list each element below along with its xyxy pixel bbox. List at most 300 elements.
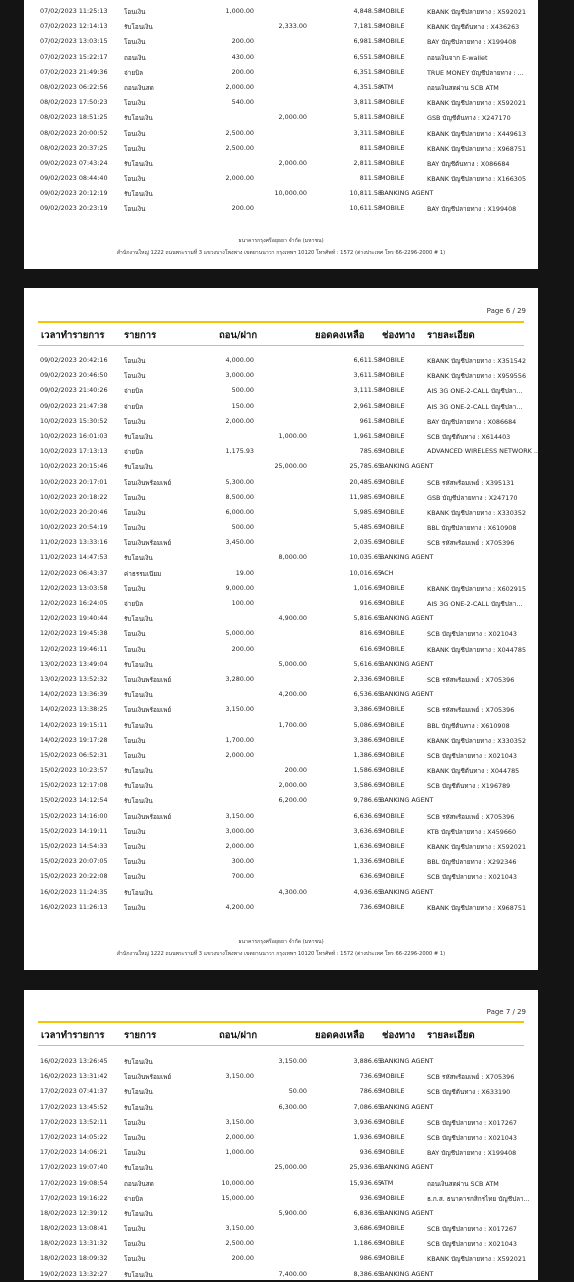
row-time: 17/02/2023 19:08:54 — [40, 1178, 108, 1187]
row-type: โอนเงิน — [124, 858, 146, 867]
row-channel: BANKING AGENT — [380, 887, 434, 896]
row-balance: 916.65 — [359, 599, 382, 607]
row-type: โอนเงิน — [124, 843, 146, 851]
row-channel: MOBILE — [380, 447, 405, 456]
row-balance: 3,936.65 — [353, 1117, 382, 1126]
row-time: 15/02/2023 12:17:08 — [40, 781, 108, 790]
row-balance: 6,351.58 — [353, 67, 382, 76]
row-time: 10/02/2023 17:13:13 — [40, 447, 108, 456]
row-type: โอนเงินพร้อมเพย์ — [124, 706, 172, 715]
row-type: ค่าธรรมเนียม — [124, 569, 162, 578]
table-row — [38, 611, 524, 626]
row-withdrawal: 2,000.00 — [225, 82, 254, 91]
row-type: โอนเงิน — [124, 1240, 146, 1249]
row-withdrawal: 6,000.00 — [225, 507, 254, 516]
row-time: 12/02/2023 06:43:37 — [40, 568, 108, 577]
row-balance: 3,611.58 — [353, 371, 382, 380]
row-type: ถอนเงินสด — [124, 83, 154, 92]
row-withdrawal: 700.00 — [231, 872, 254, 881]
row-channel: BANKING AGENT — [380, 1269, 434, 1278]
row-type: โอนเงิน — [124, 129, 146, 138]
row-type: จ่ายบิล — [124, 402, 144, 411]
table-row — [38, 1221, 524, 1236]
row-channel: MOBILE — [380, 401, 405, 410]
row-channel: MOBILE — [380, 1193, 405, 1202]
row-detail: SCB บัญชีปลายทาง : X017267 — [427, 1118, 517, 1127]
row-type: โอนเงิน — [124, 1133, 146, 1142]
row-time: 15/02/2023 14:12:54 — [40, 796, 108, 805]
row-withdrawal: 2,000.00 — [225, 750, 254, 759]
row-balance: 2,035.65 — [353, 538, 382, 547]
row-balance: 5,485.65 — [353, 523, 382, 532]
row-detail: KBANK บัญชีปลายทาง : X592021 — [427, 843, 527, 851]
row-type: โอนเงิน — [124, 1225, 146, 1234]
statement-page-6 — [24, 288, 538, 970]
table-row — [38, 854, 524, 869]
table-row — [38, 778, 524, 793]
header-balance: ยอดคงเหลือ — [315, 330, 365, 341]
row-balance: 25,936.65 — [349, 1163, 382, 1172]
table-row — [38, 535, 524, 550]
row-type: โอนเงิน — [124, 524, 146, 533]
row-time: 12/02/2023 19:40:44 — [40, 614, 108, 623]
row-detail: SCB บัญชีปลายทาง : X021043 — [427, 873, 517, 882]
row-channel: ATM — [380, 1178, 394, 1187]
row-detail: GSB บัญชีต้นทาง : X247170 — [427, 114, 511, 123]
row-type: รับโอนเงิน — [124, 1209, 153, 1218]
row-time: 18/02/2023 13:31:32 — [40, 1239, 108, 1248]
row-time: 08/02/2023 18:51:25 — [40, 113, 108, 122]
row-balance: 1,186.65 — [353, 1239, 382, 1248]
row-time: 11/02/2023 13:33:16 — [40, 538, 108, 547]
row-time: 07/02/2023 12:14:13 — [40, 22, 108, 31]
statement-page-7 — [24, 990, 538, 1280]
row-detail: TRUE MONEY บัญชีปลายทาง : ... — [427, 68, 524, 77]
row-time: 13/02/2023 13:49:04 — [40, 659, 108, 668]
row-deposit: 25,000.00 — [274, 462, 307, 471]
row-channel: MOBILE — [380, 857, 405, 866]
row-balance: 10,035.65 — [349, 553, 382, 562]
table-row — [38, 171, 527, 186]
row-time: 15/02/2023 14:19:11 — [40, 826, 108, 835]
row-balance: 1,636.65 — [353, 842, 382, 850]
table-row — [38, 34, 524, 49]
row-time: 09/02/2023 08:44:40 — [40, 174, 108, 183]
table-row — [38, 1145, 524, 1160]
row-type: รับโอนเงิน — [124, 797, 153, 806]
row-detail: KTB บัญชีปลายทาง : X459660 — [427, 827, 517, 836]
row-time: 07/02/2023 21:49:36 — [40, 67, 108, 76]
row-time: 14/02/2023 13:38:25 — [40, 705, 108, 714]
row-detail: BAY บัญชีปลายทาง : X199408 — [427, 205, 517, 214]
row-time: 19/02/2023 13:32:27 — [40, 1269, 108, 1278]
row-type: โอนเงิน — [124, 144, 146, 153]
row-time: 08/02/2023 06:22:56 — [40, 82, 108, 91]
table-row — [38, 1176, 524, 1191]
row-channel: BANKING AGENT — [380, 1057, 434, 1065]
transaction-list — [38, 4, 527, 217]
row-time: 09/02/2023 20:23:19 — [40, 204, 108, 213]
row-deposit: 6,200.00 — [278, 796, 307, 805]
row-detail: KBANK บัญชีปลายทาง : X602915 — [427, 584, 527, 593]
row-type: โอนเงิน — [124, 8, 146, 16]
row-type: รับโอนเงิน — [124, 1088, 153, 1097]
row-type: จ่ายบิล — [124, 387, 144, 396]
row-type: โอนเงิน — [124, 736, 146, 745]
transaction-list — [38, 1054, 530, 1282]
row-time: 16/02/2023 11:24:35 — [40, 887, 108, 896]
row-withdrawal: 15,000.00 — [221, 1193, 254, 1202]
row-balance: 5,086.65 — [353, 720, 382, 729]
table-row — [38, 50, 524, 65]
table-row — [38, 839, 527, 854]
row-type: รับโอนเงิน — [124, 660, 153, 669]
row-type: จ่ายบิล — [124, 68, 144, 77]
table-row — [38, 687, 524, 702]
row-deposit: 4,900.00 — [278, 614, 307, 623]
row-channel: ACH — [380, 568, 394, 577]
row-time: 12/02/2023 13:03:58 — [40, 583, 108, 592]
row-type: โอนเงิน — [124, 645, 146, 654]
row-type: โอนเงิน — [124, 630, 146, 639]
row-detail: ธ.ก.ส. ธนาคารกสิกรไทย บัญชีปลา... — [427, 1194, 530, 1203]
table-row — [38, 80, 524, 95]
row-channel: MOBILE — [380, 98, 405, 107]
row-time: 09/02/2023 20:46:50 — [40, 371, 108, 380]
row-withdrawal: 8,500.00 — [225, 492, 254, 501]
row-detail: ADVANCED WIRELESS NETWORK ... — [427, 447, 540, 456]
table-row — [38, 1069, 524, 1084]
row-channel: MOBILE — [380, 735, 405, 744]
row-deposit: 5,000.00 — [278, 659, 307, 668]
row-time: 15/02/2023 06:52:31 — [40, 750, 108, 759]
row-channel: BANKING AGENT — [380, 659, 434, 668]
row-type: โอนเงิน — [124, 1149, 146, 1158]
row-balance: 4,351.58 — [353, 82, 382, 91]
row-balance: 3,636.65 — [353, 826, 382, 835]
row-type: รับโอนเงิน — [124, 159, 153, 168]
row-withdrawal: 1,000.00 — [225, 1148, 254, 1157]
row-detail: SCB บัญชีต้นทาง : X633190 — [427, 1088, 511, 1097]
table-row — [38, 490, 524, 505]
row-detail: KBANK บัญชีปลายทาง : X959556 — [427, 372, 527, 381]
row-balance: 25,785.65 — [349, 462, 382, 471]
table-row — [38, 1191, 530, 1206]
row-balance: 1,386.65 — [353, 750, 382, 759]
row-balance: 15,936.65 — [349, 1178, 382, 1187]
page-footer — [24, 936, 538, 960]
row-withdrawal: 3,150.00 — [225, 1224, 254, 1233]
table-row — [38, 1084, 524, 1099]
row-type: จ่ายบิล — [124, 448, 144, 457]
header-channel: ช่องทาง — [382, 1030, 416, 1041]
table-row — [38, 110, 524, 125]
header-detail: รายละเอียด — [427, 330, 475, 341]
row-type: รับโอนเงิน — [124, 782, 153, 791]
row-time: 14/02/2023 13:36:39 — [40, 690, 108, 699]
row-type: โอนเงิน — [124, 873, 146, 882]
row-channel: MOBILE — [380, 599, 405, 607]
row-time: 17/02/2023 14:06:21 — [40, 1148, 108, 1157]
table-row — [38, 459, 524, 474]
header-amount: ถอน/ฝาก — [219, 330, 258, 341]
row-type: โอนเงิน — [124, 417, 146, 426]
row-balance: 2,336.65 — [353, 674, 382, 683]
row-type: รับโอนเงิน — [124, 615, 153, 624]
row-time: 10/02/2023 20:54:19 — [40, 523, 108, 532]
header-time: เวลาทำรายการ — [41, 330, 105, 341]
table-row — [38, 1100, 524, 1115]
bank-address: สำนักงานใหญ่ 1222 ถนนพระรามที่ 3 แขวงบางโพงพาง เขตยานนาวา กรุงเทพฯ 10120 โทรศัพท์ : 1572 (ต่างประเทศ โทร 66-2296-2000 # 1) — [116, 951, 446, 957]
row-balance: 3,886.65 — [353, 1057, 382, 1065]
row-type: ถอนเงิน — [124, 53, 146, 62]
table-row — [38, 626, 524, 641]
row-deposit: 25,000.00 — [274, 1163, 307, 1172]
row-detail: KBANK บัญชีปลายทาง : X449613 — [427, 129, 527, 138]
row-time: 08/02/2023 20:00:52 — [40, 128, 108, 137]
row-channel: MOBILE — [380, 811, 405, 820]
row-time: 08/02/2023 17:50:23 — [40, 98, 108, 107]
row-balance: 736.65 — [359, 1072, 382, 1081]
row-type: โอนเงิน — [124, 205, 146, 214]
row-time: 10/02/2023 20:20:46 — [40, 507, 108, 516]
row-balance: 4,936.65 — [353, 887, 382, 896]
row-time: 16/02/2023 11:26:13 — [40, 902, 108, 911]
row-withdrawal: 500.00 — [231, 386, 254, 395]
row-balance: 6,611.58 — [353, 356, 382, 364]
row-type: จ่ายบิล — [124, 1194, 144, 1203]
row-type: รับโอนเงิน — [124, 463, 153, 472]
row-channel: MOBILE — [380, 356, 405, 364]
row-withdrawal: 2,000.00 — [225, 416, 254, 425]
table-row — [38, 1160, 524, 1175]
row-type: รับโอนเงิน — [124, 1058, 153, 1066]
row-deposit: 2,000.00 — [278, 781, 307, 790]
row-withdrawal: 150.00 — [231, 401, 254, 410]
row-channel: MOBILE — [380, 371, 405, 380]
row-balance: 5,811.58 — [353, 113, 382, 122]
row-withdrawal: 3,150.00 — [225, 705, 254, 714]
row-detail: SCB บัญชีต้นทาง : X614403 — [427, 432, 511, 441]
table-row — [38, 824, 524, 839]
row-balance: 6,836.65 — [353, 1208, 382, 1217]
row-type: โอนเงิน — [124, 372, 146, 381]
row-withdrawal: 200.00 — [231, 644, 254, 653]
row-time: 15/02/2023 20:07:05 — [40, 857, 108, 866]
row-channel: MOBILE — [380, 781, 405, 790]
row-deposit: 2,000.00 — [278, 113, 307, 122]
row-balance: 10,016.65 — [349, 568, 382, 577]
row-channel: MOBILE — [380, 629, 405, 638]
row-time: 12/02/2023 16:24:05 — [40, 599, 108, 607]
row-balance: 9,786.65 — [353, 796, 382, 805]
row-withdrawal: 2,000.00 — [225, 174, 254, 183]
row-time: 17/02/2023 07:41:37 — [40, 1087, 108, 1096]
row-channel: BANKING AGENT — [380, 690, 434, 699]
row-time: 12/02/2023 19:46:11 — [40, 644, 108, 653]
row-type: โอนเงิน — [124, 493, 146, 502]
row-type: รับโอนเงิน — [124, 554, 153, 563]
row-detail: SCB รหัสพร้อมเพย์ : X705396 — [427, 1073, 515, 1082]
row-balance: 636.65 — [359, 872, 382, 881]
table-row — [38, 475, 524, 490]
table-row — [38, 444, 540, 459]
row-detail: SCB บัญชีปลายทาง : X021043 — [427, 751, 517, 760]
table-row — [38, 126, 527, 141]
row-balance: 11,985.65 — [349, 492, 382, 501]
row-withdrawal: 1,175.93 — [225, 447, 254, 456]
row-balance: 786.65 — [359, 1087, 382, 1096]
row-detail: KBANK บัญชีต้นทาง : X044785 — [427, 767, 520, 776]
row-time: 10/02/2023 20:18:22 — [40, 492, 108, 501]
row-withdrawal: 3,000.00 — [225, 826, 254, 835]
row-time: 10/02/2023 16:01:03 — [40, 431, 108, 440]
row-balance: 5,985.65 — [353, 507, 382, 516]
row-balance: 616.65 — [359, 644, 382, 653]
table-row — [38, 596, 524, 611]
bank-name: ธนาคารกรุงศรีอยุธยา จำกัด (มหาชน) — [238, 238, 324, 244]
row-withdrawal: 1,000.00 — [225, 7, 254, 15]
row-type: รับโอนเงิน — [124, 190, 153, 199]
row-channel: MOBILE — [380, 52, 405, 61]
row-withdrawal: 4,200.00 — [225, 902, 254, 911]
row-balance: 1,936.65 — [353, 1132, 382, 1141]
row-balance: 6,551.58 — [353, 52, 382, 61]
row-time: 09/02/2023 20:12:19 — [40, 189, 108, 198]
row-detail: KBANK บัญชีปลายทาง : X592021 — [427, 1255, 527, 1264]
row-withdrawal: 1,700.00 — [225, 735, 254, 744]
row-channel: MOBILE — [380, 143, 405, 152]
row-type: รับโอนเงิน — [124, 1103, 153, 1112]
row-deposit: 4,200.00 — [278, 690, 307, 699]
row-detail: KBANK บัญชีปลายทาง : X592021 — [427, 8, 527, 16]
table-row — [38, 429, 524, 444]
row-type: โอนเงินพร้อมเพย์ — [124, 539, 172, 548]
row-type: โอนเงินพร้อมเพย์ — [124, 1073, 172, 1082]
table-row — [38, 368, 527, 383]
row-balance: 4,848.58 — [353, 7, 382, 15]
row-type: โอนเงินพร้อมเพย์ — [124, 675, 172, 684]
table-header — [38, 321, 524, 346]
table-row — [38, 1236, 524, 1251]
row-type: รับโอนเงิน — [124, 432, 153, 441]
row-channel: MOBILE — [380, 204, 405, 213]
table-row — [38, 95, 527, 110]
header-type: รายการ — [124, 330, 157, 341]
row-deposit: 4,300.00 — [278, 887, 307, 896]
row-withdrawal: 540.00 — [231, 98, 254, 107]
row-channel: MOBILE — [380, 842, 405, 850]
row-detail: BBL บัญชีปลายทาง : X292346 — [427, 858, 517, 867]
row-channel: MOBILE — [380, 644, 405, 653]
row-withdrawal: 2,500.00 — [225, 1239, 254, 1248]
row-channel: MOBILE — [380, 766, 405, 775]
row-type: โอนเงิน — [124, 1255, 146, 1264]
table-row — [38, 186, 524, 201]
row-channel: MOBILE — [380, 492, 405, 501]
row-channel: BANKING AGENT — [380, 462, 434, 471]
table-row — [38, 1054, 524, 1069]
row-detail: BAY บัญชีปลายทาง : X199408 — [427, 1149, 517, 1158]
row-withdrawal: 2,500.00 — [225, 128, 254, 137]
row-channel: BANKING AGENT — [380, 189, 434, 198]
row-withdrawal: 2,500.00 — [225, 143, 254, 152]
row-channel: MOBILE — [380, 1132, 405, 1141]
row-channel: MOBILE — [380, 477, 405, 486]
row-withdrawal: 9,000.00 — [225, 583, 254, 592]
row-balance: 736.65 — [359, 902, 382, 911]
row-detail: SCB บัญชีปลายทาง : X021043 — [427, 1240, 517, 1249]
row-deposit: 10,000.00 — [274, 189, 307, 198]
row-withdrawal: 3,280.00 — [225, 674, 254, 683]
row-deposit: 200.00 — [284, 766, 307, 775]
row-deposit: 2,000.00 — [278, 158, 307, 167]
row-balance: 7,086.65 — [353, 1102, 382, 1111]
page-footer — [24, 235, 538, 259]
row-detail: SCB บัญชีปลายทาง : X021043 — [427, 630, 517, 639]
row-time: 07/02/2023 15:22:17 — [40, 52, 108, 61]
header-type: รายการ — [124, 1030, 157, 1041]
table-row — [38, 1251, 527, 1266]
row-type: รับโอนเงิน — [124, 721, 153, 730]
row-withdrawal: 430.00 — [231, 52, 254, 61]
row-time: 12/02/2023 19:45:38 — [40, 629, 108, 638]
row-type: จ่ายบิล — [124, 600, 144, 608]
row-withdrawal: 3,000.00 — [225, 371, 254, 380]
row-withdrawal: 3,150.00 — [225, 1117, 254, 1126]
row-detail: KBANK บัญชีปลายทาง : X968751 — [427, 903, 527, 912]
row-type: โอนเงิน — [124, 1118, 146, 1127]
row-type: รับโอนเงิน — [124, 888, 153, 897]
row-channel: MOBILE — [380, 67, 405, 76]
row-time: 10/02/2023 15:30:52 — [40, 416, 108, 425]
row-balance: 6,981.58 — [353, 37, 382, 46]
row-detail: SCB รหัสพร้อมเพย์ : X705396 — [427, 539, 515, 548]
row-type: โอนเงิน — [124, 175, 146, 184]
row-deposit: 6,300.00 — [278, 1102, 307, 1111]
row-time: 15/02/2023 10:23:57 — [40, 766, 108, 775]
row-balance: 3,386.65 — [353, 705, 382, 714]
row-time: 11/02/2023 14:47:53 — [40, 553, 108, 562]
row-withdrawal: 100.00 — [231, 599, 254, 607]
header-balance: ยอดคงเหลือ — [315, 1030, 365, 1041]
statement-page-5 — [24, 0, 538, 269]
row-balance: 816.65 — [359, 629, 382, 638]
row-channel: MOBILE — [380, 538, 405, 547]
table-row — [38, 550, 524, 565]
table-row — [38, 581, 527, 596]
header-detail: รายละเอียด — [427, 1030, 475, 1041]
header-time: เวลาทำรายการ — [41, 1030, 105, 1041]
row-time: 14/02/2023 19:17:28 — [40, 735, 108, 744]
row-channel: MOBILE — [380, 431, 405, 440]
table-row — [38, 885, 524, 900]
row-channel: MOBILE — [380, 705, 405, 714]
row-withdrawal: 10,000.00 — [221, 1178, 254, 1187]
row-time: 14/02/2023 19:15:11 — [40, 720, 108, 729]
row-detail: SCB บัญชีต้นทาง : X196789 — [427, 782, 511, 791]
row-balance: 986.65 — [359, 1254, 382, 1263]
row-balance: 6,536.65 — [353, 690, 382, 699]
row-time: 07/02/2023 13:03:15 — [40, 37, 108, 46]
row-channel: BANKING AGENT — [380, 1163, 434, 1172]
table-row — [38, 156, 524, 171]
row-channel: MOBILE — [380, 416, 405, 425]
row-detail: KBANK บัญชีปลายทาง : X044785 — [427, 645, 527, 654]
row-type: รับโอนเงิน — [124, 1270, 153, 1279]
row-balance: 10,611.58 — [349, 204, 382, 213]
table-row — [38, 414, 524, 429]
